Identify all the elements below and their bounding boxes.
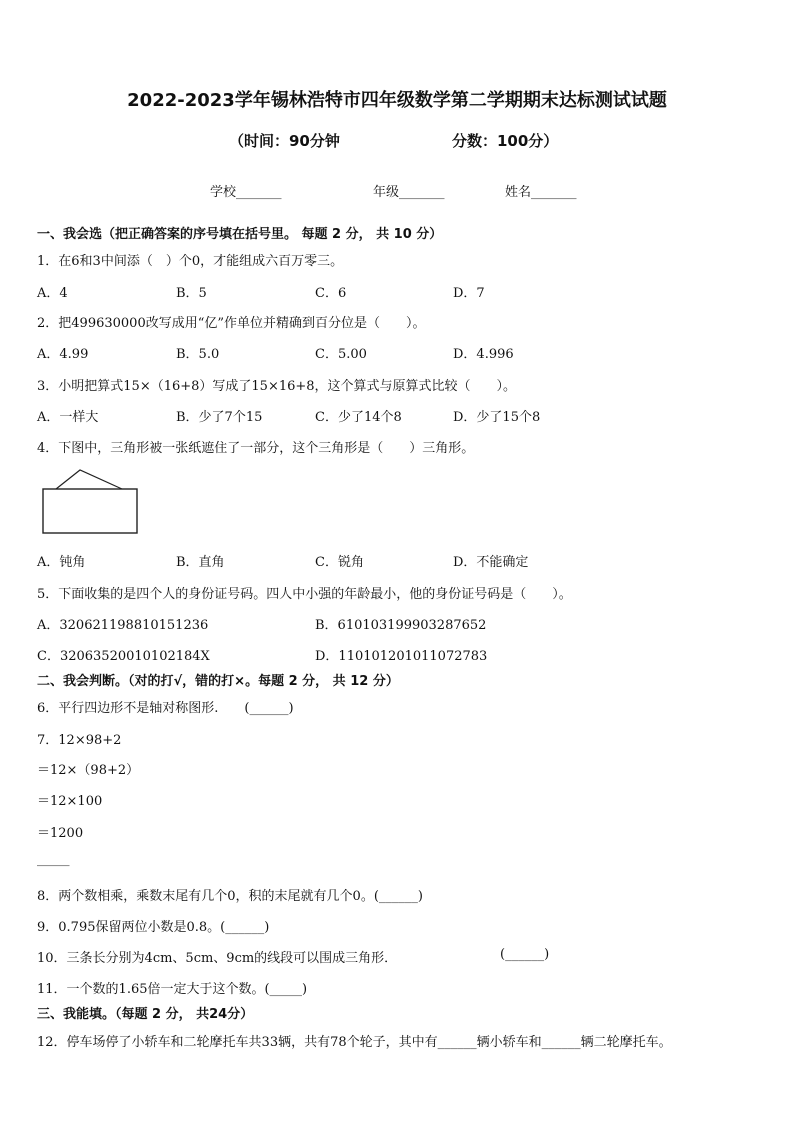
q4-option-a: A．钝角 — [37, 555, 86, 570]
question-11: 11．一个数的1.65倍一定大于这个数。(_____) — [37, 982, 308, 997]
q4-option-b: B．直角 — [176, 555, 225, 570]
covered-triangle-figure — [40, 468, 144, 538]
question-12: 12．停车场停了小轿车和二轮摩托车共33辆，共有78个轮子，其中有______辆小轿车和______辆二轮摩托车。 — [37, 1035, 672, 1050]
question-4: 4．下图中，三角形被一张纸遮住了一部分，这个三角形是（ ）三角形。 — [37, 441, 475, 456]
q3-option-b: B．少了7个15 — [176, 410, 263, 425]
q3-option-a: A．一样大 — [37, 410, 99, 425]
name-field: 姓名_______ — [505, 185, 577, 200]
section-1-heading: 一、我会选（把正确答案的序号填在括号里。 每题 2 分， 共 10 分） — [37, 227, 443, 242]
question-10-blank: (______) — [500, 947, 550, 962]
q2-option-a: A．4.99 — [37, 347, 89, 362]
q5-option-c: C．32063520010102184X — [37, 649, 210, 664]
paper-cover — [43, 489, 137, 533]
q1-option-a: A．4 — [37, 286, 68, 301]
section-3-heading: 三、我能填。（每题 2 分， 共24分） — [37, 1007, 254, 1022]
question-3: 3．小明把算式15×（16+8）写成了15×16+8，这个算式与原算式比较（ ）。 — [37, 379, 517, 394]
q2-option-b: B．5.0 — [176, 347, 220, 362]
q2-option-d: D．4.996 — [453, 347, 514, 362]
question-10: 10．三条长分别为4cm、5cm、9cm的线段可以围成三角形． — [37, 951, 398, 966]
question-7-line-1: 7．12×98+2 — [37, 733, 122, 748]
question-2: 2．把499630000改写成用“亿”作单位并精确到百分位是（ ）。 — [37, 316, 426, 331]
school-field: 学校_______ — [210, 185, 282, 200]
q3-option-c: C．少了14个8 — [315, 410, 402, 425]
q2-option-c: C．5.00 — [315, 347, 367, 362]
question-6: 6．平行四边形不是轴对称图形. (______) — [37, 701, 294, 716]
exam-time: （时间：90分钟 — [229, 132, 340, 150]
question-8: 8．两个数相乘，乘数末尾有几个0，积的末尾就有几个0。(______) — [37, 889, 423, 904]
section-2-heading: 二、我会判断。（对的打√，错的打×。每题 2 分， 共 12 分） — [37, 674, 399, 689]
question-5: 5．下面收集的是四个人的身份证号码。四人中小强的年龄最小，他的身份证号码是（ ）。 — [37, 587, 572, 602]
grade-field: 年级_______ — [373, 185, 445, 200]
exam-title: 2022-2023学年锡林浩特市四年级数学第二学期期末达标测试试题 — [127, 90, 667, 111]
q4-option-c: C．锐角 — [315, 555, 364, 570]
question-7-line-2: ＝12×（98+2） — [37, 763, 140, 778]
q5-option-b: B．610103199903287652 — [315, 618, 487, 633]
exam-score: 分数：100分） — [452, 132, 559, 150]
q5-option-d: D．110101201011072783 — [315, 649, 488, 664]
question-7-line-3: ＝12×100 — [37, 794, 103, 809]
triangle-tip — [56, 470, 122, 489]
q5-option-a: A．320621198810151236 — [37, 618, 209, 633]
q1-option-b: B．5 — [176, 286, 207, 301]
question-7-blank: _____ — [37, 852, 70, 867]
question-1: 1．在6和3中间添（ ）个0，才能组成六百万零三。 — [37, 254, 344, 269]
question-9: 9．0.795保留两位小数是0.8。(______) — [37, 920, 270, 935]
question-7-line-4: ＝1200 — [37, 826, 84, 841]
q1-option-c: C．6 — [315, 286, 347, 301]
q3-option-d: D．少了15个8 — [453, 410, 541, 425]
q4-option-d: D．不能确定 — [453, 555, 529, 570]
q1-option-d: D．7 — [453, 286, 485, 301]
